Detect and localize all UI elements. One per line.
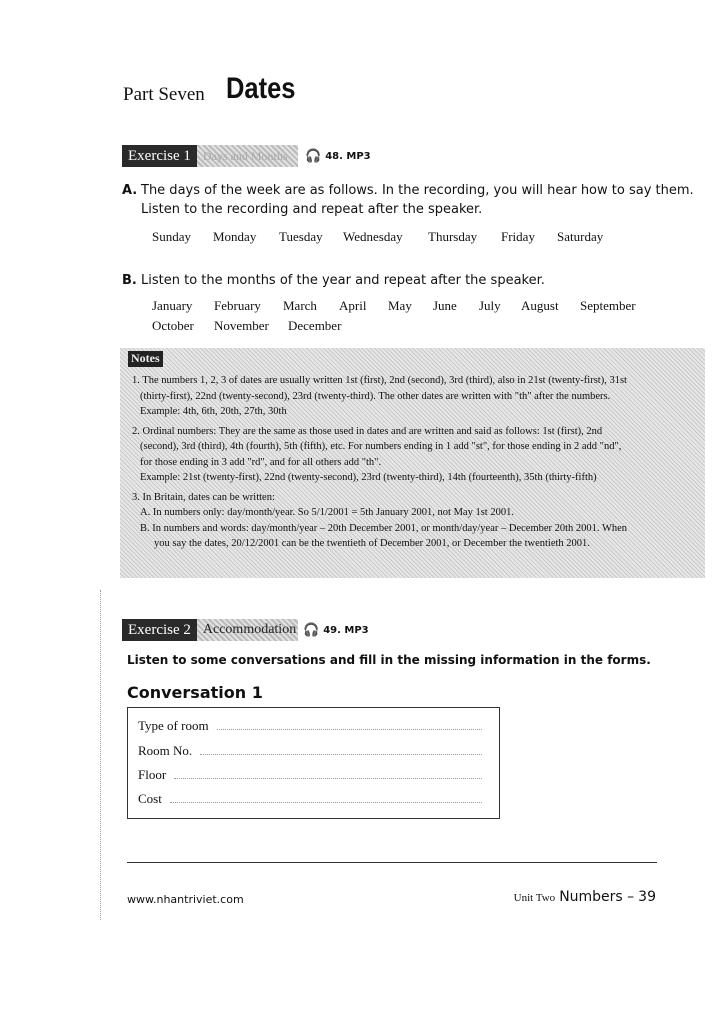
field-label: Floor (138, 767, 167, 782)
exercise-1-subtitle: Days and Months (202, 148, 288, 163)
note-line: Example: 21st (twenty-first), 22nd (twenty-second), 23rd (twenty-third), 14th (fourteenth), 35th (thirty-fifth) (140, 472, 597, 483)
note-line: you say the dates, 20/12/2001 can be the twentieth of December 2001, or December the twentieth 2001. (154, 538, 590, 549)
headphones-icon: 🎧 (303, 623, 320, 638)
footer-url: www.nhantriviet.com (127, 893, 244, 906)
conversation-heading: Conversation 1 (127, 683, 263, 702)
note-line: Example: 4th, 6th, 20th, 27th, 30th (140, 406, 287, 417)
form-field-room-no[interactable] (138, 743, 488, 759)
note-line: 3. In Britain, dates can be written: (132, 491, 275, 503)
month: June (433, 298, 457, 313)
audio-track-49[interactable] (303, 623, 369, 638)
audio-label: 49. MP3 (323, 625, 369, 636)
exercise-1-banner (122, 145, 298, 167)
exercise-2-instruction: Listen to some conversations and fill in the missing information in the forms. (127, 653, 651, 667)
month: November (214, 318, 269, 333)
month: February (214, 298, 261, 313)
form-field-type-of-room[interactable] (138, 718, 488, 734)
notes-label: Notes (128, 351, 163, 367)
answer-blank[interactable] (174, 767, 482, 779)
answer-blank[interactable] (170, 791, 482, 803)
months-row-2 (152, 318, 341, 334)
day: Monday (213, 229, 257, 244)
note-line: (second), 3rd (third), 4th (fourth), 5th (fifth), etc. For numbers ending in 1 add "st", for those ending in 2 add "nd", (140, 441, 622, 452)
answer-blank[interactable] (217, 718, 482, 730)
page-title: Dates (226, 72, 296, 105)
month: October (152, 318, 194, 333)
footer-divider (127, 862, 657, 863)
part-label: Part Seven (123, 84, 205, 105)
month: May (388, 298, 412, 313)
scan-edge-mark (100, 590, 101, 920)
note-line: B. In numbers and words: day/month/year – 20th December 2001, or month/day/year – December 20th 2001. When (140, 522, 628, 534)
item-letter-a: A. (122, 183, 138, 198)
months-row-1 (152, 298, 636, 314)
month: August (521, 298, 559, 313)
day: Tuesday (279, 229, 323, 244)
field-label: Cost (138, 791, 162, 806)
month: March (283, 298, 317, 313)
exercise-2-banner (122, 619, 298, 641)
day: Thursday (428, 229, 478, 244)
field-label: Room No. (138, 743, 193, 758)
note-line: for those ending in 3 add "rd", and for all others add "th". (140, 456, 382, 468)
day: Wednesday (343, 229, 403, 244)
audio-track-48[interactable] (305, 149, 371, 164)
days-list (152, 229, 603, 245)
month: January (152, 298, 193, 313)
footer-unit: Unit Two (513, 892, 556, 904)
note-line: 2. Ordinal numbers: They are the same as those used in dates and are written and said as follows: 1st (first), 2nd (132, 425, 603, 437)
answer-blank[interactable] (200, 743, 482, 755)
instruction-a: The days of the week are as follows. In the recording, you will hear how to say them. Listen to the recording and repeat after the speaker. (141, 183, 694, 217)
form-field-cost[interactable] (138, 791, 488, 807)
exercise-2-label: Exercise 2 (122, 619, 197, 641)
note-line: A. In numbers only: day/month/year. So 5/1/2001 = 5th January 2001, not May 1st 2001. (140, 507, 514, 518)
notes-box (120, 348, 705, 578)
day: Saturday (557, 229, 604, 244)
page-number: 39 (638, 889, 656, 905)
field-label: Type of room (138, 718, 209, 733)
note-line: (thirty-first), 22nd (twenty-second), 23rd (twenty-third). The other dates are written with "th" after the numbers. (140, 390, 611, 402)
month: September (580, 298, 636, 313)
conversation-1-form (127, 707, 500, 819)
item-letter-b: B. (122, 273, 137, 288)
month: April (339, 298, 367, 313)
audio-label: 48. MP3 (325, 151, 371, 162)
day: Friday (501, 229, 535, 244)
footer-section: Numbers – (559, 889, 635, 905)
instruction-b: Listen to the months of the year and repeat after the speaker. (141, 273, 545, 288)
month: July (479, 298, 501, 313)
exercise-2-subtitle: Accommodation (202, 622, 297, 637)
headphones-icon: 🎧 (305, 149, 322, 164)
note-line: 1. The numbers 1, 2, 3 of dates are usually written 1st (first), 2nd (second), 3rd (third), also in 21st (twenty-first), 31st (132, 375, 627, 386)
exercise-1-label: Exercise 1 (122, 145, 197, 167)
month: December (288, 318, 342, 333)
footer-page-info (514, 889, 656, 905)
day: Sunday (152, 229, 191, 244)
form-field-floor[interactable] (138, 767, 488, 783)
